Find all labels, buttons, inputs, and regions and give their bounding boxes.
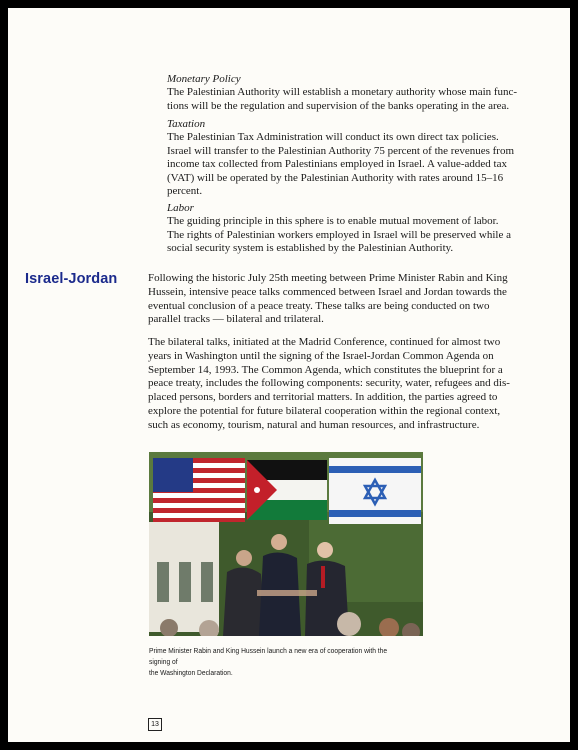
text-line: years in Washington until the signing of the Israel-Jordan Common Agenda on <box>148 349 494 362</box>
text-line: tions will be the regulation and supervision of the banks operating in the area. <box>167 99 510 112</box>
page-number: 13 <box>148 718 162 731</box>
text-line: eventual conclusion of a peace treaty. These talks are being conducted on two <box>148 299 490 312</box>
text-line: The Palestinian Tax Administration will conduct its own direct tax policies. <box>167 131 499 144</box>
labor-section <box>167 202 542 256</box>
text-line: placed persons, borders and territorial matters. In addition, the parties agreed to <box>148 391 498 404</box>
document-page <box>8 8 570 742</box>
monetary-policy-section <box>167 73 542 113</box>
text-line: income tax collected from Palestinians employed in Israel. A value-added tax <box>167 158 507 171</box>
text-line: (VAT) will be operated by the Palestinian Authority with rates around 15–16 <box>167 171 504 184</box>
text-line: The bilateral talks, initiated at the Madrid Conference, continued for almost two <box>148 336 501 348</box>
text-line: September 14, 1993. The Common Agenda, which constitutes the blueprint for a <box>148 363 503 376</box>
text-line: peace treaty, includes the following components: security, water, refugees and dis- <box>148 377 510 390</box>
text-line: Following the historic July 25th meeting between Prime Minister Rabin and King <box>148 272 508 284</box>
paragraph-1 <box>148 272 541 327</box>
jordan-flag <box>247 460 327 520</box>
caption-line: Prime Minister Rabin and King Hussein launch a new era of cooperation with the signing of <box>149 646 388 666</box>
text-line: The Palestinian Authority will establish a monetary authority whose main func- <box>167 86 518 99</box>
text-line: parallel tracks — bilateral and trilateral. <box>148 313 324 326</box>
text-line: explore the potential for future bilateral cooperation within the regional context, <box>148 404 501 417</box>
section-title-israel-jordan: Israel-Jordan <box>25 271 118 287</box>
subheading-monetary-policy: Monetary Policy <box>167 73 241 85</box>
israel-flag <box>329 458 421 524</box>
us-flag <box>153 458 245 522</box>
caption-line: the Washington Declaration. <box>149 668 233 677</box>
photo-caption <box>149 645 404 678</box>
photo-illustration <box>149 452 423 636</box>
subheading-labor: Labor <box>167 202 194 214</box>
text-line: social security system is established by the Palestinian Authority. <box>167 242 454 255</box>
text-line: The rights of Palestinian workers employed in Israel will be preserved while a <box>167 228 511 241</box>
signing-ceremony-photo <box>149 452 423 636</box>
subheading-taxation: Taxation <box>167 118 206 130</box>
text-line: such as economy, tourism, natural and human resources, and infrastructure. <box>148 418 480 431</box>
text-line: The guiding principle in this sphere is to enable mutual movement of labor. <box>167 215 499 228</box>
taxation-section <box>167 118 542 198</box>
paragraph-2 <box>148 336 541 433</box>
text-line: Israel will transfer to the Palestinian Authority 75 percent of the revenues from <box>167 144 515 157</box>
text-line: Hussein, intensive peace talks commenced between Israel and Jordan towards the <box>148 285 507 298</box>
text-line: percent. <box>167 185 203 198</box>
